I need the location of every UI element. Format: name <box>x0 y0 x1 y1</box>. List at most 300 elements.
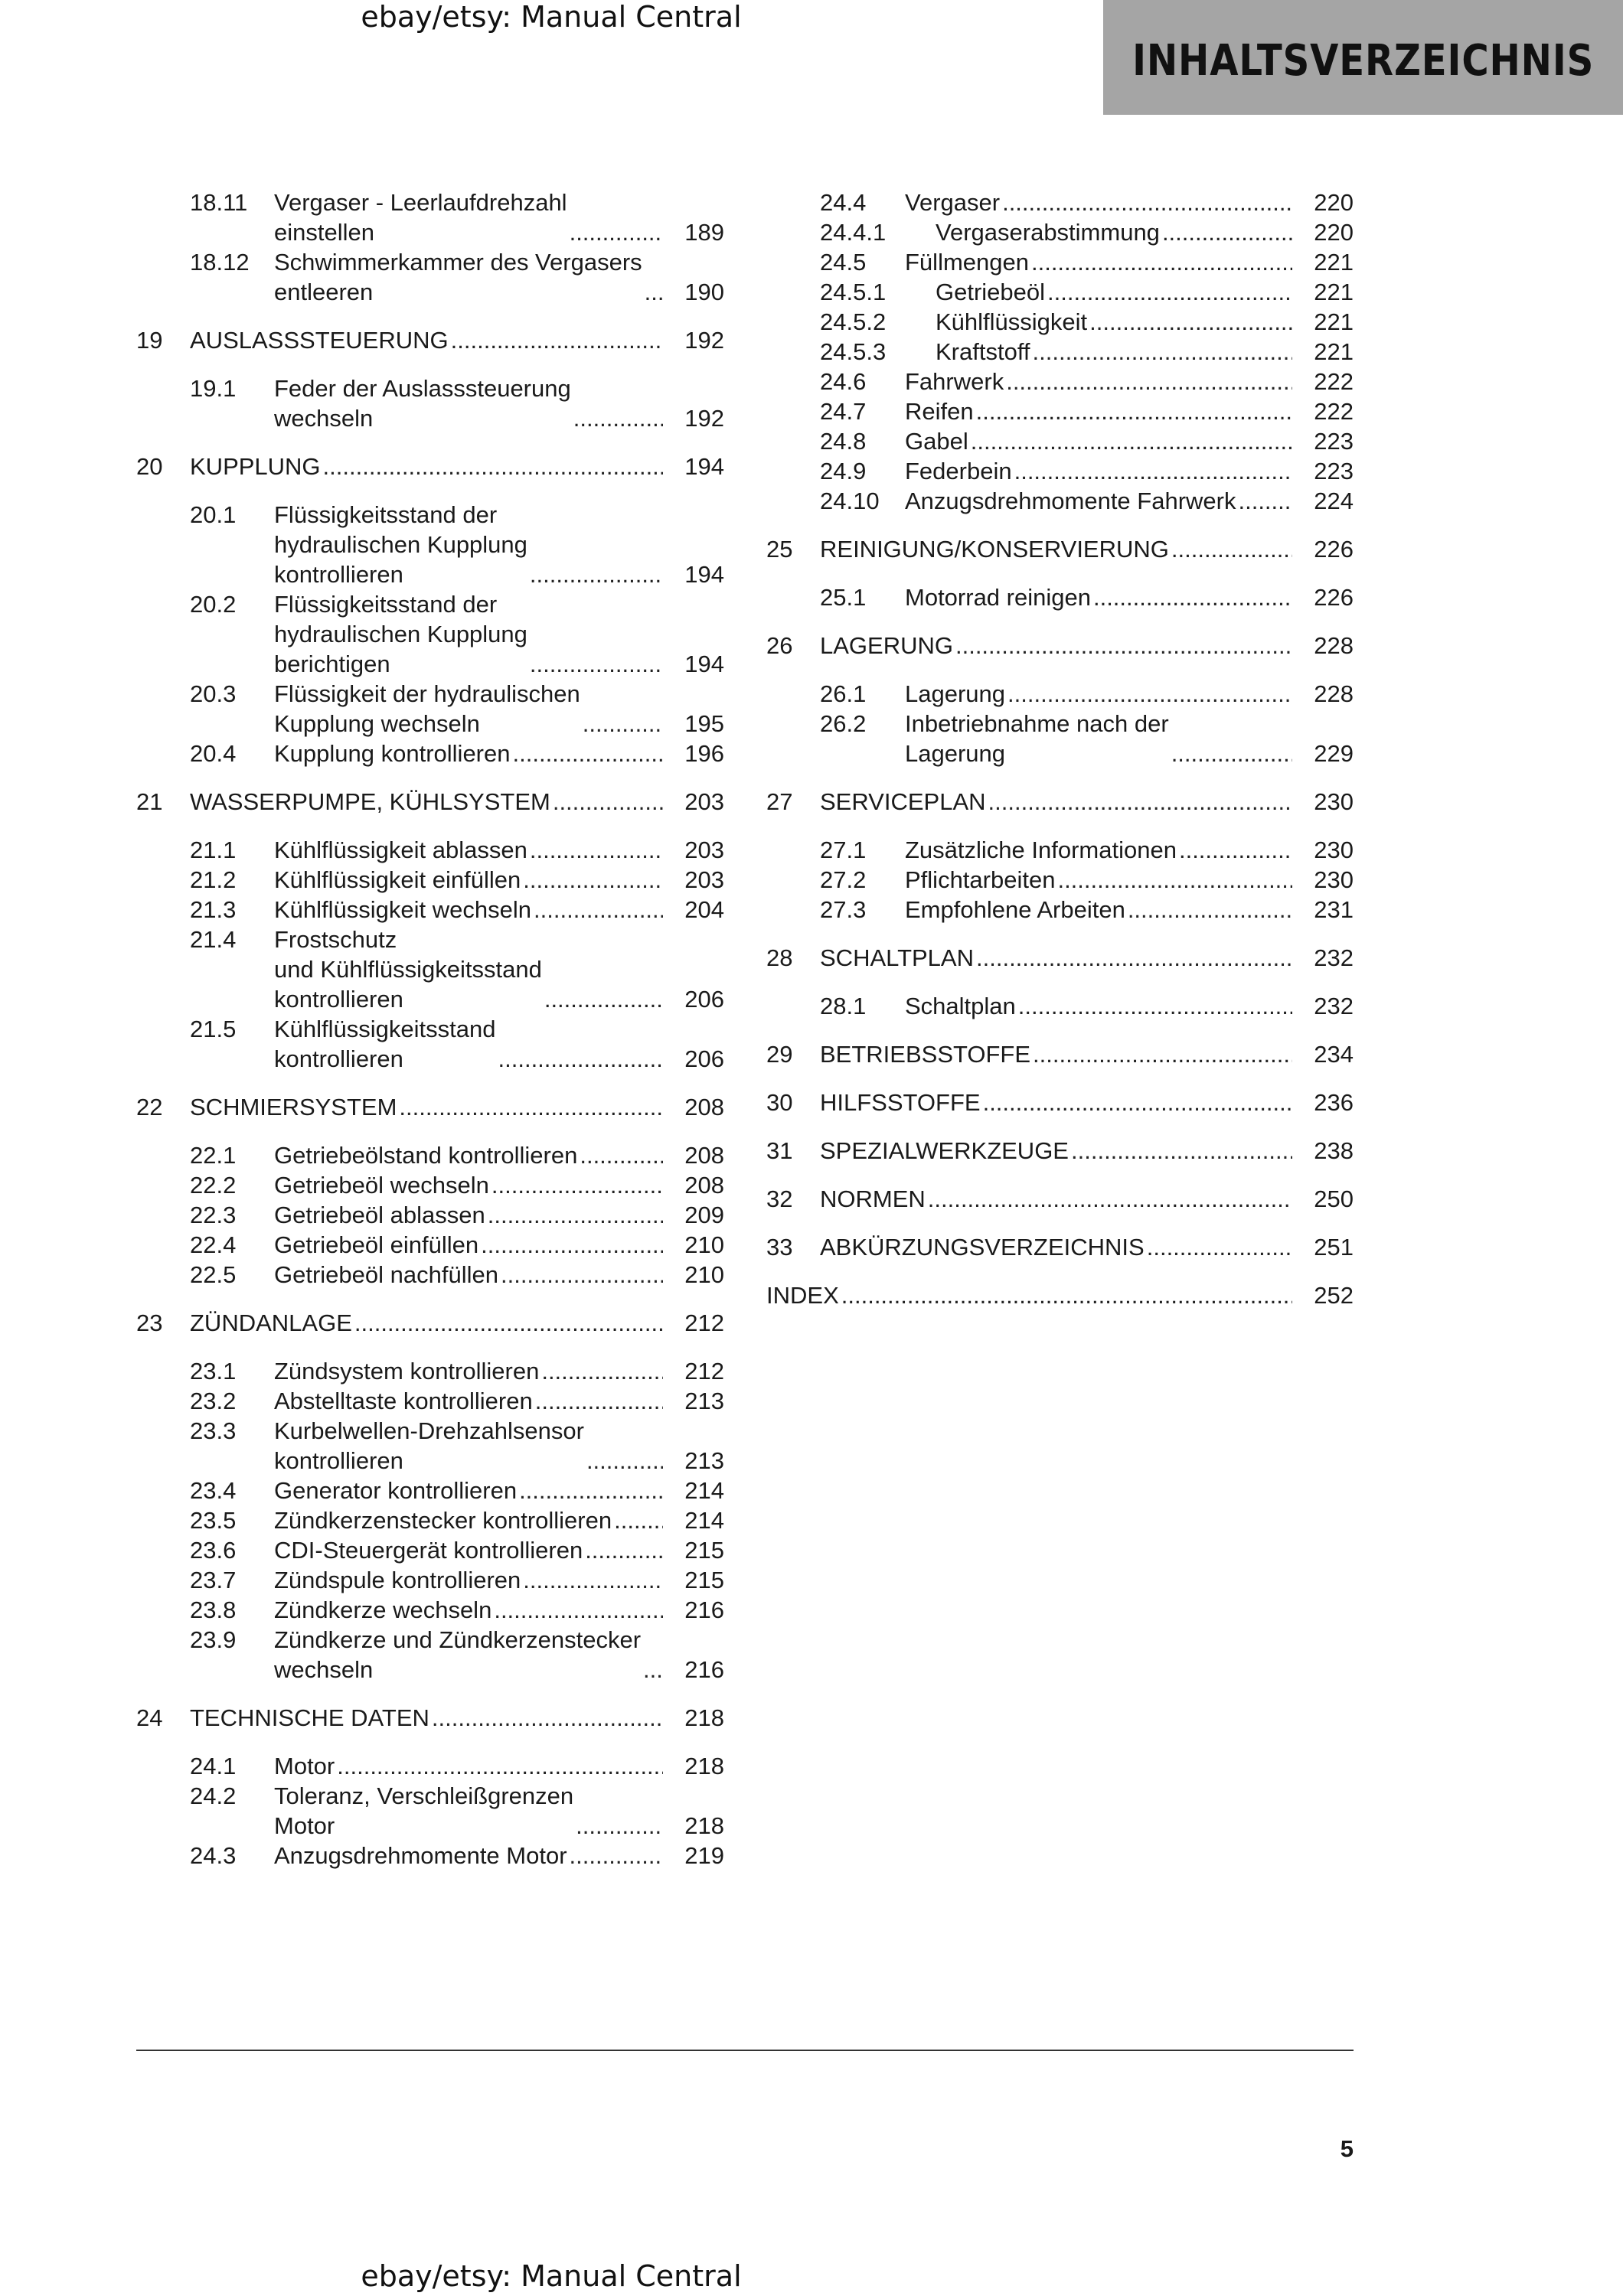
watermark-top: ebay/etsy: Manual Central <box>361 0 742 34</box>
dot-leader <box>323 452 663 481</box>
toc-entry[interactable] <box>766 1184 1354 1214</box>
toc-entry-number: 28.1 <box>820 993 867 1019</box>
toc-entry[interactable] <box>766 865 1354 895</box>
toc-entry[interactable] <box>136 1170 724 1200</box>
toc-entry-page: 203 <box>684 788 724 815</box>
toc-entry-page: 190 <box>684 279 724 305</box>
toc-entry-title: Zündkerze und Zündkerzenstecker wechseln <box>274 1626 642 1683</box>
toc-entry-number: 24 <box>136 1704 163 1731</box>
toc-entry-page: 224 <box>1314 488 1354 514</box>
toc-entry-title: Getriebeöl nachfüllen <box>274 1261 498 1288</box>
dot-leader <box>643 1655 663 1684</box>
toc-entry[interactable] <box>136 1751 724 1781</box>
dot-leader <box>544 984 663 1014</box>
toc-entry[interactable] <box>766 188 1354 217</box>
dot-leader <box>1033 337 1293 367</box>
dot-leader <box>1002 188 1292 217</box>
toc-entry-title: Zündkerze wechseln <box>274 1596 492 1623</box>
dot-leader <box>988 787 1292 817</box>
toc-entry-number: 22.5 <box>190 1261 237 1288</box>
toc-entry-page: 214 <box>684 1477 724 1504</box>
toc-entry-title: Lagerung <box>905 680 1006 707</box>
toc-entry-number: 26 <box>766 632 793 659</box>
toc-entry-number: 22.4 <box>190 1231 237 1258</box>
toc-entry-title: Schaltplan <box>905 993 1016 1019</box>
dot-leader <box>498 1044 664 1074</box>
toc-entry-title: Kühlflüssigkeit <box>936 308 1088 335</box>
toc-entry-title: HILFSSTOFFE <box>820 1089 981 1116</box>
toc-entry[interactable] <box>136 325 724 355</box>
toc-entry-title: SERVICEPLAN <box>820 788 986 815</box>
toc-entry-title: KUPPLUNG <box>190 453 321 480</box>
toc-entry[interactable] <box>766 486 1354 516</box>
dot-leader <box>1128 895 1292 925</box>
dot-leader <box>976 396 1292 426</box>
toc-entry-number: 24.2 <box>190 1782 237 1809</box>
toc-entry[interactable] <box>136 452 724 481</box>
toc-entry-number: 24.5.1 <box>820 279 887 305</box>
toc-entry-page: 210 <box>684 1231 724 1258</box>
toc-entry[interactable] <box>136 679 724 739</box>
toc-entry[interactable] <box>766 631 1354 660</box>
toc-entry-title: Motorrad reinigen <box>905 584 1091 611</box>
toc-entry-page: 204 <box>684 896 724 923</box>
section-title-box <box>1103 0 1623 115</box>
toc-entry-number: 24.4.1 <box>820 219 887 246</box>
toc-entry-title: Kraftstoff <box>936 338 1030 365</box>
dot-leader <box>955 631 1292 660</box>
toc-entry-title: Toleranz, Verschleißgrenzen Motor <box>274 1782 574 1839</box>
toc-entry-page: 252 <box>1314 1282 1354 1309</box>
toc-entry-page: 223 <box>1314 458 1354 484</box>
dot-leader <box>530 559 663 589</box>
toc-entry-title: Flüssigkeitsstand der hydraulischen Kupplung kontrollieren <box>274 501 527 588</box>
dot-leader <box>576 1811 663 1841</box>
toc-entry-page: 221 <box>1314 279 1354 305</box>
toc-entry-title: Motor <box>274 1753 335 1779</box>
toc-entry-page: 221 <box>1314 308 1354 335</box>
toc-entry[interactable] <box>766 582 1354 612</box>
toc-column-right <box>766 188 1354 1310</box>
toc-entry-number: 22.3 <box>190 1202 237 1228</box>
dot-leader <box>541 1356 663 1386</box>
dot-leader <box>1171 534 1292 564</box>
toc-entry-page: 208 <box>684 1172 724 1199</box>
toc-entry-page: 226 <box>1314 584 1354 611</box>
toc-entry-page: 230 <box>1314 837 1354 863</box>
toc-entry-number: 24.5.3 <box>820 338 887 365</box>
dot-leader <box>580 1140 663 1170</box>
toc-entry-title: Anzugsdrehmomente Fahrwerk <box>905 488 1236 514</box>
toc-entry[interactable] <box>136 1230 724 1260</box>
dot-leader <box>432 1703 663 1733</box>
toc-entry-number: 23.9 <box>190 1626 237 1653</box>
toc-entry[interactable] <box>766 367 1354 396</box>
dot-leader <box>1018 991 1292 1021</box>
toc-entry-number: 20.1 <box>190 501 237 528</box>
toc-entry[interactable] <box>766 247 1354 277</box>
toc-entry-number: 22 <box>136 1094 163 1120</box>
toc-entry-number: 25 <box>766 536 793 563</box>
toc-entry-number: 20.2 <box>190 591 237 618</box>
toc-entry-title: NORMEN <box>820 1186 926 1212</box>
toc-entry[interactable] <box>766 534 1354 564</box>
toc-entry[interactable] <box>136 1565 724 1595</box>
dot-leader <box>1014 456 1292 486</box>
toc-entry-title: Anzugsdrehmomente Motor <box>274 1842 567 1869</box>
toc-entry-title: BETRIEBSSTOFFE <box>820 1041 1031 1068</box>
toc-entry[interactable] <box>136 1505 724 1535</box>
toc-entry-title: WASSERPUMPE, KÜHLSYSTEM <box>190 788 550 815</box>
dot-leader <box>530 649 663 679</box>
toc-entry-page: 195 <box>684 710 724 737</box>
dot-leader <box>1071 1136 1292 1166</box>
toc-entry[interactable] <box>766 679 1354 709</box>
toc-entry-number: 30 <box>766 1089 793 1116</box>
toc-entry-page: 194 <box>684 561 724 588</box>
page-title: INHALTSVERZEICHNIS <box>1132 35 1595 86</box>
toc-entry-number: 31 <box>766 1137 793 1164</box>
toc-entry-title: Pflichtarbeiten <box>905 866 1056 893</box>
dot-leader <box>1162 217 1292 247</box>
toc-entry[interactable] <box>766 895 1354 925</box>
toc-entry-title: Feder der Auslasssteuerung wechseln <box>274 375 571 432</box>
dot-leader <box>501 1260 663 1290</box>
toc-entry-title: Frostschutz und Kühlflüssigkeitsstand kontrollieren <box>274 926 542 1013</box>
toc-entry-title: Inbetriebnahme nach der Lagerung <box>905 710 1169 767</box>
dot-leader <box>337 1751 663 1781</box>
toc-entry-number: 24.6 <box>820 368 867 395</box>
toc-entry-title: Kühlflüssigkeitsstand kontrollieren <box>274 1016 496 1072</box>
toc-entry[interactable] <box>766 787 1354 817</box>
toc-entry[interactable] <box>136 1703 724 1733</box>
toc-entry-page: 206 <box>684 1045 724 1072</box>
toc-entry-number: 23.2 <box>190 1388 237 1414</box>
toc-entry-page: 212 <box>684 1358 724 1384</box>
toc-entry[interactable] <box>136 1386 724 1416</box>
toc-entry-number: 27 <box>766 788 793 815</box>
toc-entry-page: 194 <box>684 453 724 480</box>
toc-entry[interactable] <box>766 456 1354 486</box>
toc-entry-page: 194 <box>684 651 724 677</box>
toc-entry-page: 208 <box>684 1094 724 1120</box>
toc-entry-page: 215 <box>684 1567 724 1593</box>
dot-leader <box>1047 277 1292 307</box>
toc-entry-number: 23.3 <box>190 1417 237 1444</box>
toc-entry[interactable] <box>766 709 1354 768</box>
dot-leader <box>586 1446 663 1476</box>
dot-leader <box>519 1476 663 1505</box>
toc-entry-number: 24.4 <box>820 189 867 216</box>
dot-leader <box>399 1092 663 1122</box>
toc-entry-page: 216 <box>684 1596 724 1623</box>
dot-leader <box>534 895 663 925</box>
toc-entry-page: 222 <box>1314 368 1354 395</box>
toc-entry-title: Kühlflüssigkeit ablassen <box>274 837 527 863</box>
toc-entry-page: 232 <box>1314 944 1354 971</box>
toc-entry-page: 213 <box>684 1388 724 1414</box>
toc-entry-title: Zündsystem kontrollieren <box>274 1358 540 1384</box>
toc-entry-title: AUSLASSSTEUERUNG <box>190 327 449 354</box>
dot-leader <box>530 835 663 865</box>
toc-entry-page: 206 <box>684 986 724 1013</box>
toc-entry-page: 220 <box>1314 189 1354 216</box>
toc-entry-number: 22.1 <box>190 1142 237 1169</box>
dot-leader <box>971 426 1292 456</box>
toc-entry-page: 218 <box>684 1753 724 1779</box>
toc-entry-number: 21.3 <box>190 896 237 923</box>
toc-entry-number: 20 <box>136 453 163 480</box>
toc-entry-title: TECHNISCHE DATEN <box>190 1704 429 1731</box>
toc-entry-number: 27.2 <box>820 866 867 893</box>
toc-entry[interactable] <box>136 1014 724 1074</box>
toc-entry[interactable] <box>136 1092 724 1122</box>
toc-entry-title: Getriebeölstand kontrollieren <box>274 1142 578 1169</box>
toc-entry[interactable] <box>766 1088 1354 1117</box>
dot-leader <box>523 1565 663 1595</box>
toc-entry-title: Fahrwerk <box>905 368 1004 395</box>
toc-entry-title: ABKÜRZUNGSVERZEICHNIS <box>820 1234 1145 1261</box>
toc-entry-page: 228 <box>1314 680 1354 707</box>
dot-leader <box>976 943 1292 973</box>
toc-entry[interactable] <box>136 500 724 589</box>
toc-entry-title: Zündspule kontrollieren <box>274 1567 521 1593</box>
toc-entry[interactable] <box>136 1356 724 1386</box>
toc-entry-number: 24.5 <box>820 249 867 276</box>
dot-leader <box>1006 367 1292 396</box>
dot-leader <box>481 1230 663 1260</box>
toc-entry[interactable] <box>766 991 1354 1021</box>
dot-leader <box>354 1308 663 1338</box>
toc-entry-title: REINIGUNG/KONSERVIERUNG <box>820 536 1169 563</box>
toc-entry[interactable] <box>136 1841 724 1870</box>
toc-entry-title: Vergaser <box>905 189 1001 216</box>
toc-entry-page: 221 <box>1314 249 1354 276</box>
dot-leader <box>1238 486 1292 516</box>
toc-entry-title: SCHMIERSYSTEM <box>190 1094 397 1120</box>
toc-entry-page: 232 <box>1314 993 1354 1019</box>
toc-entry[interactable] <box>766 426 1354 456</box>
toc-entry-title: Getriebeöl einfüllen <box>274 1231 479 1258</box>
toc-entry[interactable] <box>766 307 1354 337</box>
toc-entry[interactable] <box>766 337 1354 367</box>
toc-entry-number: 21.2 <box>190 866 237 893</box>
toc-entry-number: 18.12 <box>190 249 250 276</box>
page-number: 5 <box>1340 2135 1354 2162</box>
dot-leader <box>1171 739 1292 768</box>
toc-entry-title: SCHALTPLAN <box>820 944 974 971</box>
toc-entry[interactable] <box>136 1140 724 1170</box>
dot-leader <box>1031 247 1292 277</box>
dot-leader <box>1007 679 1292 709</box>
dot-leader <box>535 1386 663 1416</box>
toc-entry[interactable] <box>136 1535 724 1565</box>
toc-entry-page: 189 <box>684 219 724 246</box>
toc-entry[interactable] <box>766 396 1354 426</box>
dot-leader <box>841 1280 1292 1310</box>
toc-entry-number: 23 <box>136 1309 163 1336</box>
toc-entry-title: Zusätzliche Informationen <box>905 837 1177 863</box>
toc-entry-number: 24.1 <box>190 1753 237 1779</box>
toc-entry-title: Getriebeöl wechseln <box>274 1172 489 1199</box>
toc-entry-title: Generator kontrollieren <box>274 1477 518 1504</box>
toc-entry-title: Abstelltaste kontrollieren <box>274 1388 533 1414</box>
toc-entry-title: Empfohlene Arbeiten <box>905 896 1125 923</box>
toc-entry-number: 21.1 <box>190 837 237 863</box>
toc-entry-number: 19 <box>136 327 163 354</box>
toc-entry-page: 218 <box>684 1704 724 1731</box>
toc-entry[interactable] <box>136 247 724 307</box>
toc-entry-number: 23.5 <box>190 1507 237 1534</box>
toc-entry-page: 236 <box>1314 1089 1354 1116</box>
toc-entry-page: 218 <box>684 1812 724 1839</box>
toc-entry-page: 212 <box>684 1309 724 1336</box>
toc-entry-title: INDEX <box>766 1282 839 1309</box>
toc-entry[interactable] <box>136 1308 724 1338</box>
toc-entry[interactable] <box>136 1416 724 1476</box>
toc-entry-title: Federbein <box>905 458 1012 484</box>
toc-entry-title: Kühlflüssigkeit einfüllen <box>274 866 521 893</box>
toc-entry-page: 192 <box>684 405 724 432</box>
toc-entry-title: Flüssigkeit der hydraulischen Kupplung wechseln <box>274 680 580 737</box>
toc-entry-title: LAGERUNG <box>820 632 953 659</box>
toc-entry[interactable] <box>766 277 1354 307</box>
toc-entry[interactable] <box>766 1136 1354 1166</box>
dot-leader <box>1093 582 1292 612</box>
toc-entry[interactable] <box>766 835 1354 865</box>
toc-entry-page: 220 <box>1314 219 1354 246</box>
toc-entry-title: Kühlflüssigkeit wechseln <box>274 896 532 923</box>
dot-leader <box>1179 835 1292 865</box>
dot-leader <box>523 865 663 895</box>
toc-entry-title: CDI-Steuergerät kontrollieren <box>274 1537 583 1564</box>
toc-entry[interactable] <box>766 1232 1354 1262</box>
toc-entry-title: SPEZIALWERKZEUGE <box>820 1137 1069 1164</box>
toc-entry-title: Getriebeöl ablassen <box>274 1202 485 1228</box>
toc-entry-page: 223 <box>1314 428 1354 455</box>
dot-leader <box>451 325 663 355</box>
toc-entry[interactable] <box>136 895 724 925</box>
toc-entry-title: Gabel <box>905 428 968 455</box>
dot-leader <box>1147 1232 1292 1262</box>
toc-entry-number: 27.1 <box>820 837 867 863</box>
toc-entry-page: 196 <box>684 740 724 767</box>
toc-entry-number: 21.5 <box>190 1016 237 1042</box>
dot-leader <box>488 1200 663 1230</box>
toc-entry-page: 251 <box>1314 1234 1354 1261</box>
toc-entry-number: 23.4 <box>190 1477 237 1504</box>
toc-entry-number: 20.4 <box>190 740 237 767</box>
toc-entry[interactable] <box>136 925 724 1014</box>
toc-entry-page: 210 <box>684 1261 724 1288</box>
toc-entry-number: 22.2 <box>190 1172 237 1199</box>
dot-leader <box>614 1505 663 1535</box>
toc-entry-number: 21.4 <box>190 926 237 953</box>
toc-entry-page: 222 <box>1314 398 1354 425</box>
toc-entry-number: 25.1 <box>820 584 867 611</box>
dot-leader <box>585 1535 663 1565</box>
toc-entry[interactable] <box>136 787 724 817</box>
toc-entry-title: Vergaser - Leerlaufdrehzahl einstellen <box>274 189 567 246</box>
toc-entry-page: 226 <box>1314 536 1354 563</box>
toc-entry-number: 28 <box>766 944 793 971</box>
toc-entry-page: 209 <box>684 1202 724 1228</box>
toc-entry-title: ZÜNDANLAGE <box>190 1309 352 1336</box>
toc-entry-number: 24.7 <box>820 398 867 425</box>
toc-entry[interactable] <box>136 1476 724 1505</box>
toc-entry-page: 231 <box>1314 896 1354 923</box>
toc-entry-number: 19.1 <box>190 375 237 402</box>
toc-entry-page: 230 <box>1314 788 1354 815</box>
toc-entry-number: 23.6 <box>190 1537 237 1564</box>
toc-entry-number: 23.1 <box>190 1358 237 1384</box>
toc-entry[interactable] <box>136 1781 724 1841</box>
toc-entry-page: 250 <box>1314 1186 1354 1212</box>
toc-entry-title: Vergaserabstimmung <box>936 219 1160 246</box>
toc-entry-page: 214 <box>684 1507 724 1534</box>
toc-entry-number: 24.9 <box>820 458 867 484</box>
toc-entry[interactable] <box>766 1039 1354 1069</box>
dot-leader <box>645 277 663 307</box>
toc-entry-number: 18.11 <box>190 189 248 216</box>
toc-entry-title: Zündkerzenstecker kontrollieren <box>274 1507 612 1534</box>
toc-entry-page: 216 <box>684 1656 724 1683</box>
toc-entry-page: 192 <box>684 327 724 354</box>
dot-leader <box>491 1170 663 1200</box>
toc-entry[interactable] <box>136 1260 724 1290</box>
toc-entry-number: 26.2 <box>820 710 867 737</box>
toc-entry-number: 24.3 <box>190 1842 237 1869</box>
toc-entry[interactable] <box>766 943 1354 973</box>
dot-leader <box>570 1841 663 1870</box>
toc-entry-page: 228 <box>1314 632 1354 659</box>
toc-entry[interactable] <box>766 217 1354 247</box>
toc-entry-number: 33 <box>766 1234 793 1261</box>
toc-entry-title: Füllmengen <box>905 249 1029 276</box>
toc-entry[interactable] <box>136 739 724 768</box>
toc-entry-number: 29 <box>766 1041 793 1068</box>
toc-entry[interactable] <box>136 373 724 433</box>
toc-entry[interactable] <box>766 1280 1354 1310</box>
toc-entry-number: 24.8 <box>820 428 867 455</box>
toc-entry-number: 24.10 <box>820 488 880 514</box>
toc-entry[interactable] <box>136 1625 724 1684</box>
toc-entry[interactable] <box>136 589 724 679</box>
dot-leader <box>513 739 664 768</box>
toc-entry[interactable] <box>136 1595 724 1625</box>
toc-entry-number: 23.8 <box>190 1596 237 1623</box>
toc-entry-page: 213 <box>684 1447 724 1474</box>
toc-entry[interactable] <box>136 188 724 247</box>
dot-leader <box>1089 307 1292 337</box>
dot-leader <box>1033 1039 1292 1069</box>
toc-entry-number: 23.7 <box>190 1567 237 1593</box>
dot-leader <box>928 1184 1292 1214</box>
dot-leader <box>573 403 663 433</box>
toc-entry-title: Getriebeöl <box>936 279 1046 305</box>
dot-leader <box>983 1088 1292 1117</box>
toc-entry-number: 27.3 <box>820 896 867 923</box>
dot-leader <box>583 709 663 739</box>
toc-entry-number: 32 <box>766 1186 793 1212</box>
toc-entry-title: Reifen <box>905 398 974 425</box>
toc-entry-title: Flüssigkeitsstand der hydraulischen Kupplung berichtigen <box>274 591 527 677</box>
toc-entry[interactable] <box>136 1200 724 1230</box>
toc-entry[interactable] <box>136 835 724 865</box>
toc-entry[interactable] <box>136 865 724 895</box>
toc-entry-title: Kupplung kontrollieren <box>274 740 511 767</box>
toc-entry-page: 203 <box>684 837 724 863</box>
